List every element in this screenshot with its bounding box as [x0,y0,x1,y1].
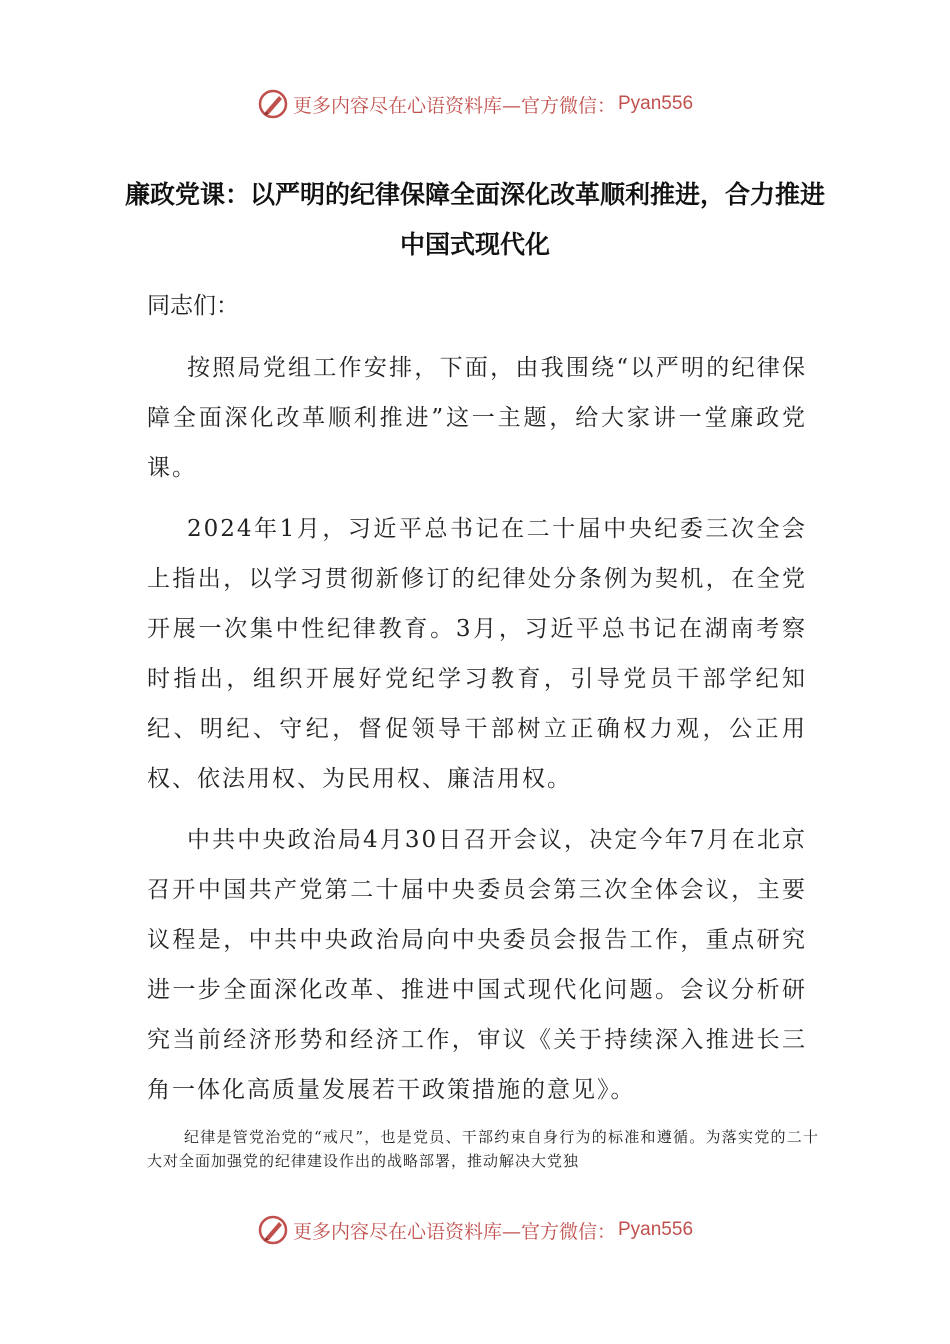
pen-seal-icon [257,88,289,120]
paragraph-1: 按照局党组工作安排，下面，由我围绕“以严明的纪律保障全面深化改革顺利推进”这一主题，给大家讲一堂廉政党课。 [147,355,807,481]
watermark-wechat-id: Pyan556 [618,93,694,114]
small-paragraph: 纪律是管党治党的“戒尺”，也是党员、干部约束自身行为的标准和遵循。为落实党的二十大对全面加强党的纪律建设作出的战略部署，推动解决大党独 [147,1128,819,1170]
watermark-wechat-id: Pyan556 [618,1219,694,1240]
salutation: 同志们： [147,293,239,319]
document-title: 廉政党课：以严明的纪律保障全面深化改革顺利推进，合力推进中国式现代化 [124,180,825,259]
paragraph-2: 2024年1月，习近平总书记在二十届中央纪委三次全会上指出，以学习贯彻新修订的纪律处分条例为契机，在全党开展一次集中性纪律教育。3月，习近平总书记在湖南考察时指出，组织开展好党纪学习教育，引导党员干部学纪知纪、明纪、守纪，督促领导干部树立正确权力观，公正用权、依法用权、为民用权、廉洁用权。 [147,516,807,792]
pen-seal-icon [257,1214,289,1246]
watermark-text: 更多内容尽在心语资料库—官方微信： [292,94,616,117]
watermark-text: 更多内容尽在心语资料库—官方微信： [292,1220,616,1243]
watermark-header [0,86,950,122]
watermark-footer [0,1212,950,1248]
paragraph-3: 中共中央政治局4月30日召开会议，决定今年7月在北京召开中国共产党第二十届中央委员会第三次全体会议，主要议程是，中共中央政治局向中央委员会报告工作，重点研究进一步全面深化改革、推进中国式现代化问题。会议分析研究当前经济形势和经济工作，审议《关于持续深入推进长三角一体化高质量发展若干政策措施的意见》。 [147,827,807,1103]
